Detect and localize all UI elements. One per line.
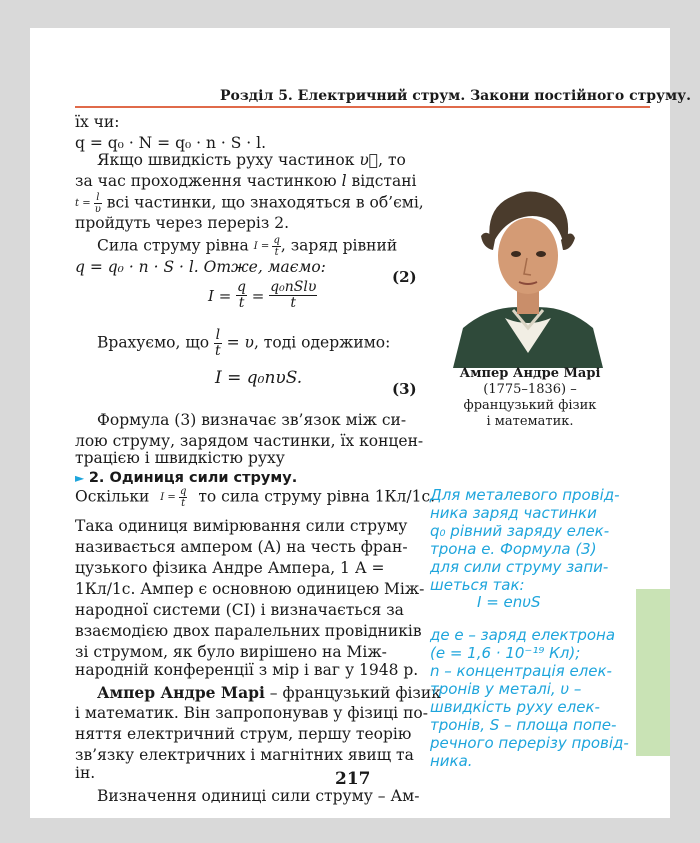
header-rule [75,106,650,108]
equation-2 [208,280,317,311]
frac-num: q [273,235,280,246]
paragraph-line: Така одиниця вимірювання сили струму [75,517,408,535]
caption-name: Ампер Андре Марі [459,366,601,381]
paragraph-line: Формула (3) визначає зв’язок між си- [97,411,407,429]
text-span: Якщо швидкість руху частинок [97,151,355,169]
paragraph-line: q = q₀ · n · S · l. Отже, маємо: [75,258,326,276]
triangle-arrow-icon: ► [75,471,85,485]
frac-den: t [238,295,245,311]
paragraph-line: цузького фізика Андре Ампера, 1 А = [75,559,385,577]
side-note-line: трона е. Формула (3) [430,540,597,558]
side-note-line: ника заряд частинки [430,504,597,522]
paragraph-line: називається ампером (А) на честь фран- [75,538,408,556]
fraction-t-l-v [75,192,102,215]
fraction-I-q-t [254,235,281,258]
paragraph-line [75,486,435,509]
fraction-I-q-t [160,486,187,509]
equation-number: (2) [392,268,417,286]
paragraph-line [75,171,417,192]
paragraph-line: і математик. Він запропонував у фізиці по- [75,704,428,722]
chapter-tab [636,589,670,756]
paragraph-line [97,682,441,704]
frac-num: q [179,486,187,497]
side-note-explanation [430,626,630,770]
eq-lhs: I = [208,286,232,305]
frac-den: t [290,295,297,311]
side-note-line: шеться так: [430,576,525,594]
frac-lhs: I = [160,492,176,503]
paragraph-line [97,328,390,359]
paragraph-line: трацією і швидкістю руху [75,449,285,467]
person-name: Ампер Андре Марі [97,683,265,702]
text-span: , тоді одержимо: [253,333,391,352]
side-formula: I = enυS [477,593,541,611]
equation-3: I = q₀nυS. [215,368,303,388]
side-note-line: тронів, S – площа попе- [430,716,617,734]
eq-frac [269,280,317,311]
page-number: 217 [335,769,371,789]
frac-den: t [215,343,221,359]
equation-number: (3) [392,380,417,398]
text-span: Врахуємо, що [97,333,210,352]
text-span: Оскільки [75,487,150,506]
side-note-line: тронів у металі, υ – [430,680,582,698]
paragraph-line [97,150,406,171]
text-span: то сила струму рівна 1Кл/1с. [198,487,436,506]
side-note-line: ника. [430,752,473,770]
frac-num: q₀nSlυ [270,279,317,295]
frac-den: t [274,247,279,258]
paragraph-line: лою струму, зарядом частинки, їх концен- [75,432,424,450]
paragraph-line: няття електричний струм, першу теорію [75,725,412,743]
side-note-line: Для металевого провід- [430,486,620,504]
portrait-caption [450,366,610,430]
frac-num: q [237,279,247,295]
length-symbol: l [341,172,347,190]
side-note-line: речного перерізу провід- [430,734,629,752]
text-span: – французький фізик [264,684,441,702]
text-span: відстані [351,172,417,190]
paragraph-line: народній конференції з мір і ваг у 1948 р. [75,661,419,679]
frac-num: l [94,192,102,204]
frac-den: υ [94,204,101,215]
frac-rhs: = υ [226,333,254,352]
text-span: , заряд рівний [280,236,398,255]
page [30,28,692,818]
side-note-line: q₀ рівний заряду елек- [430,522,610,540]
frac-den: t [181,498,186,509]
paragraph-line: зі струмом, як було вирішено на Між- [75,643,387,661]
paragraph-line: народної системи (СІ) і визначається за [75,601,404,619]
paragraph-line: взаємодією двох паралельних провідників [75,622,422,640]
side-note-line: швидкість руху елек- [430,698,600,716]
text-span: всі частинки, що знаходяться в об’ємі, [106,193,424,212]
text-span: за час проходження частинкою [75,172,337,190]
portrait-image [453,178,603,368]
paragraph-line: Визначення одиниці сили струму – Ам- [97,787,420,805]
fraction-l-t [214,328,222,359]
running-header: Розділ 5. Електричний струм. Закони постійного струму. [220,88,692,104]
caption-text: французький фізик [463,398,597,413]
frac-num: l [215,327,221,343]
paragraph-line: ін. [75,764,96,782]
section-title: 2. Одиниця сили струму. [88,470,298,486]
frac-lhs: I = [253,241,270,252]
paragraph-line: зв’язку електричних і магнітних явищ та [75,746,414,764]
eq-frac [236,280,247,311]
paragraph-line: 1Кл/1с. Ампер є основною одиницею Між- [75,580,425,598]
side-note-line: де е – заряд електрона [430,626,616,644]
paragraph-line: пройдуть через переріз 2. [75,214,290,232]
frac-lhs: t = [75,198,91,209]
side-note [430,486,630,594]
paragraph-line [97,235,397,258]
text-line: їх чи: [75,113,120,131]
paragraph-line [75,192,424,215]
text-span: Сила струму рівна [97,236,249,255]
velocity-symbol: υ⃗ [359,151,379,169]
caption-years: (1775–1836) – [483,382,577,397]
text-span: , то [378,151,406,169]
side-note-line: n – концентрація елек- [430,662,612,680]
formula-charge: q = q₀ · N = q₀ · n · S · l. [75,134,267,152]
eq-equals: = [251,286,265,305]
side-note-line: (е = 1,6 · 10⁻¹⁹ Кл); [430,644,581,662]
side-note-line: для сили струму запи- [430,558,609,576]
caption-text: і математик. [486,414,574,429]
